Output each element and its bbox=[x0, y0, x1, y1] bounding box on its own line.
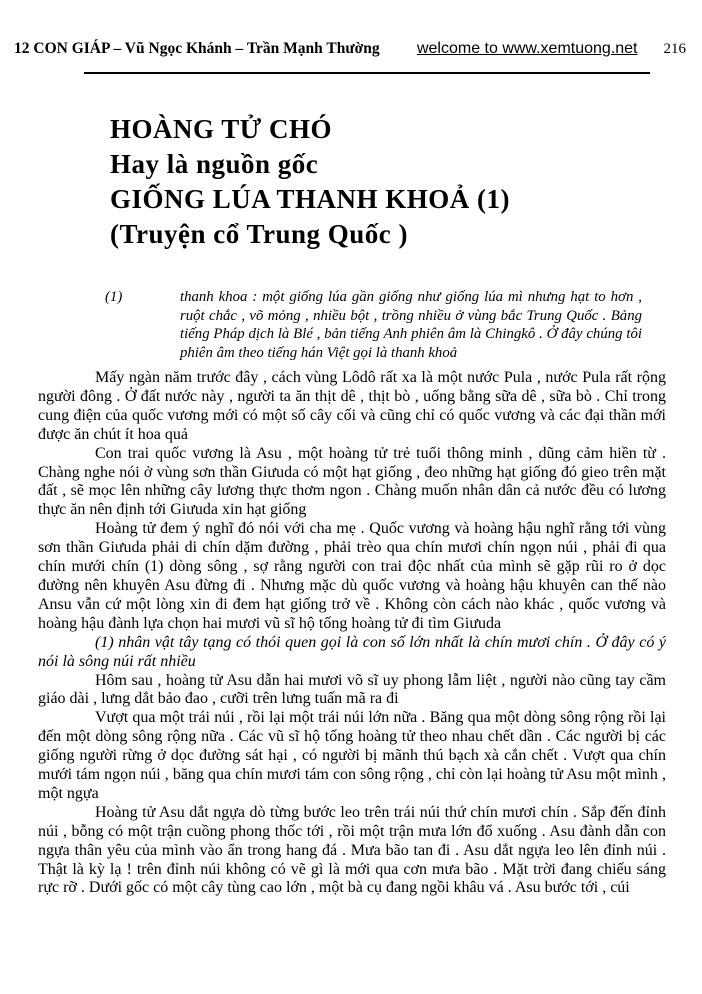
story-title-line-2: Hay là nguồn gốc bbox=[110, 149, 319, 179]
story-body bbox=[38, 369, 666, 898]
body-paragraph: Mấy ngàn năm trước đây , cách vùng Lôdô rất xa là một nước Pula , nước Pula rất rộng người đông . Ở đất nước này , người ta ăn thịt dê , thịt bò , uống bằng sữa dê , sữa bò . Chỉ trong cung điện của quốc vương mới có một số cây cối và cũng chỉ có quốc vương và các đại thần mới được ăn chút ít hoa quả bbox=[38, 369, 666, 443]
page-header bbox=[14, 40, 686, 58]
footnote-text: thanh khoa : một giống lúa gần giống như giống lúa mì nhưng hạt to hơn , ruột chắc , võ mỏng , nhiều bột , trồng nhiều ở vùng bắc Trung Quốc . Bảng tiếng Pháp dịch là Blé , bản tiếng Anh phiên âm là Chingkô . Ở đây chúng tôi phiên âm theo tiếng hán Việt gọi là thanh khoả bbox=[180, 289, 642, 361]
story-title-line-1: HOÀNG TỬ CHÓ bbox=[110, 114, 333, 144]
book-title: 12 CON GIÁP – Vũ Ngọc Khánh – Trần Mạnh Thường bbox=[14, 40, 380, 57]
page-number: 216 bbox=[663, 41, 686, 57]
header-divider bbox=[84, 72, 650, 74]
body-paragraph: Con trai quốc vương là Asu , một hoàng tử trẻ tuổi thông minh , dũng cảm hiền từ . Chàng nghe nói ở vùng sơn thần Giưuda có một hạt giống , đeo những hạt giống đó gieo trên mặt đất , sẽ mọc lên những cây lương thực thơm ngon . Chàng muốn nhân dân cả nước đều có lương thực ăn nên định tới Giưuda xin hạt giống bbox=[38, 444, 666, 519]
story-title-line-4: (Truyện cổ Trung Quốc ) bbox=[110, 219, 409, 249]
footnote-marker: (1) bbox=[105, 289, 123, 305]
story-title bbox=[110, 112, 510, 252]
body-paragraph: Vượt qua một trái núi , rồi lại một trái núi lớn nữa . Băng qua một dòng sông rộng rồi lại đến một dòng sông rộng nữa . Các vũ sĩ hộ tống hoàng tử theo nhau chết dần . Các người bị các giống người rừng ở dọc đường sát hại , có người bị mãnh thú bạch xà cắn chết . Vượt qua chín mưới tám ngọn núi , băng qua chín mươi tám con sông rộng , chỉ còn lại hoàng tử Asu một mình , một ngựa bbox=[38, 709, 666, 802]
body-paragraph: Hoàng tử Asu dắt ngựa dò từng bước leo trên trái núi thứ chín mươi chín . Sắp đến đỉnh núi , bỗng có một trận cuồng phong thốc tới , rồi một trận mưa lớn đổ xuống . Asu đành dẫn con ngựa thân yêu của mình vào ẩn trong hang đá . Mưa bão tan đi . Asu dắt ngựa leo lên đỉnh núi . Thật là kỳ lạ ! trên đỉnh núi không có vẽ gì là mới qua cơn mưa bão . Mặt trời đang chiếu sáng rực rỡ . Dưới gốc có một cây tùng cao lớn , một bà cụ đang ngồi khâu vá . Asu bước tới , cúi bbox=[38, 803, 666, 897]
title-footnote bbox=[105, 288, 642, 362]
body-paragraph: Hoàng tử đem ý nghĩ đó nói với cha mẹ . Quốc vương và hoàng hậu nghĩ rằng tới vùng sơn thần Giưuda phải di chín dặm đường , phải trèo qua chín mươi chín ngọn núi , phải đi qua chín mưới chín (1) dòng sông , sợ rằng người con trai độc nhất của mình sẽ gặp rũi ro ở dọc đường nên khuyên Asu đừng đi . Nhưng mặc dù quốc vương và hoàng hậu khuyên can thế nào Ansu vẫn cứ một lòng xin đi đem hạt giống trở về . Không còn cách nào khác , quốc vương và hoàng hậu đành lựa chọn hai mươi vũ sĩ hộ tống hoàng tử đi tìm Giưuda bbox=[38, 520, 666, 632]
story-title-line-3: GIỐNG LÚA THANH KHOẢ (1) bbox=[110, 184, 511, 214]
body-paragraph: Hôm sau , hoàng tử Asu dẫn hai mươi võ sĩ uy phong lẫm liệt , người nào cũng tay cầm giáo dài , lưng dắt bảo đao , cưỡi trên lưng tuấn mã ra đi bbox=[38, 671, 666, 708]
site-link[interactable]: welcome to www.xemtuong.net bbox=[416, 40, 638, 57]
inline-footnote-paragraph: (1) nhân vật tây tạng có thói quen gọi là con số lớn nhất là chín mươi chín . Ở đây có ý nói là sông núi rất nhiều bbox=[38, 633, 666, 670]
